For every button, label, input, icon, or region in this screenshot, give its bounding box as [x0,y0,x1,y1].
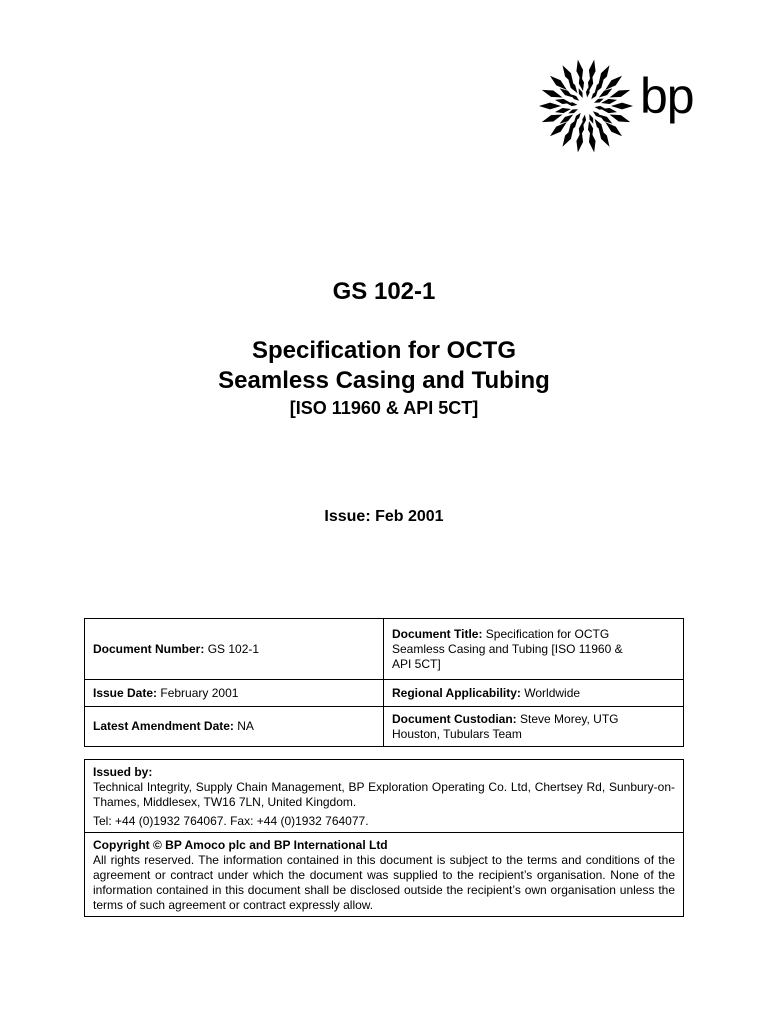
sun-petal [550,122,567,136]
copyright-label: Copyright © BP Amoco plc and BP International Ltd [93,838,388,852]
sun-petal [598,128,609,147]
sun-petal [589,114,593,124]
sun-petal [598,65,609,84]
sun-petal [594,99,604,103]
regional-applicability-cell [384,680,684,707]
bp-logo [538,58,698,158]
document-metadata-table [84,618,684,747]
sun-center [578,98,593,113]
table-row [85,619,684,680]
sun-petal [595,80,604,94]
sun-petal [562,65,573,84]
sun-petal [568,80,577,94]
issued-by-section [85,760,683,832]
sun-petal [591,91,597,99]
document-title-value-1: Specification for OCTG [485,626,610,641]
sun-petal [539,103,561,110]
issue-date-heading: Issue: Feb 2001 [324,508,444,525]
sun-petal [542,90,563,98]
sun-petal [601,99,617,104]
table-row [85,707,684,747]
document-number-cell [85,619,384,680]
amendment-date-label: Latest Amendment Date: [93,719,234,733]
regional-applicability-value: Worldwide [524,685,581,700]
sun-petal [555,108,571,113]
issue-date-cell [85,680,384,707]
regional-applicability-label: Regional Applicability: [392,685,521,700]
document-custodian-label: Document Custodian: [392,711,517,726]
standards-reference: [ISO 11960 & API 5CT] [289,398,479,418]
sun-petal [562,128,573,147]
sun-petal [609,90,630,98]
sun-petal [595,119,604,133]
document-title-value-3: API 5CT] [392,656,441,671]
sun-petal [609,115,630,123]
document-title-cell [384,619,684,680]
bp-helios-sunburst-icon [538,58,634,154]
document-custodian-value-1: Steve Morey, UTG [520,711,619,726]
document-title [0,336,768,396]
issued-by-address: Technical Integrity, Supply Chain Management, BP Exploration Operating Co. Ltd, Chertsey Rd, Sunbury-on-Thames, Middlesex, TW16 7LN, United Kingdom. [93,780,675,809]
amendment-date-value: NA [237,719,254,733]
sun-petal [611,103,633,110]
sun-petal [605,122,622,136]
document-code: GS 102-1 [332,278,436,305]
issuer-copyright-box [84,759,684,917]
document-custodian-cell [384,707,684,747]
sun-petal [605,76,622,90]
sun-petal [568,119,577,133]
document-title-label: Document Title: [392,626,483,641]
table-row [85,680,684,707]
sun-petal [568,109,578,113]
issue-date-value: February 2001 [160,685,239,700]
sun-petal [550,76,567,90]
sun-petal [571,94,579,100]
document-custodian-value-2: Houston, Tubulars Team [392,726,522,741]
issue-date-label: Issue Date: [93,685,158,700]
copyright-section [85,832,683,916]
sun-petal [542,115,563,123]
document-title-line-1: Specification for OCTG [251,337,517,364]
sun-petal [593,111,601,117]
document-number-label: Document Number: [93,641,205,656]
issued-by-contact: Tel: +44 (0)1932 764067. Fax: +44 (0)1932 764077. [93,814,369,828]
document-title-value-2: Seamless Casing and Tubing [ISO 11960 & [392,641,623,656]
sun-petal [574,113,580,121]
sun-petal [579,88,583,98]
title-block [0,272,768,528]
bp-logo-text: bp [640,68,694,124]
document-title-line-2: Seamless Casing and Tubing [218,367,550,394]
issued-by-label: Issued by: [93,765,153,779]
amendment-date-cell [85,707,384,747]
document-number-value: GS 102-1 [207,641,260,656]
copyright-text: All rights reserved. The information contained in this document is subject to the terms and conditions of the agreement or contract under which the document was supplied to the recipient’s organisation. None of the information contained in this document shall be disclosed outside the recipient’s own organisation unless the terms of such agreement or contract expressly allow. [93,853,675,912]
